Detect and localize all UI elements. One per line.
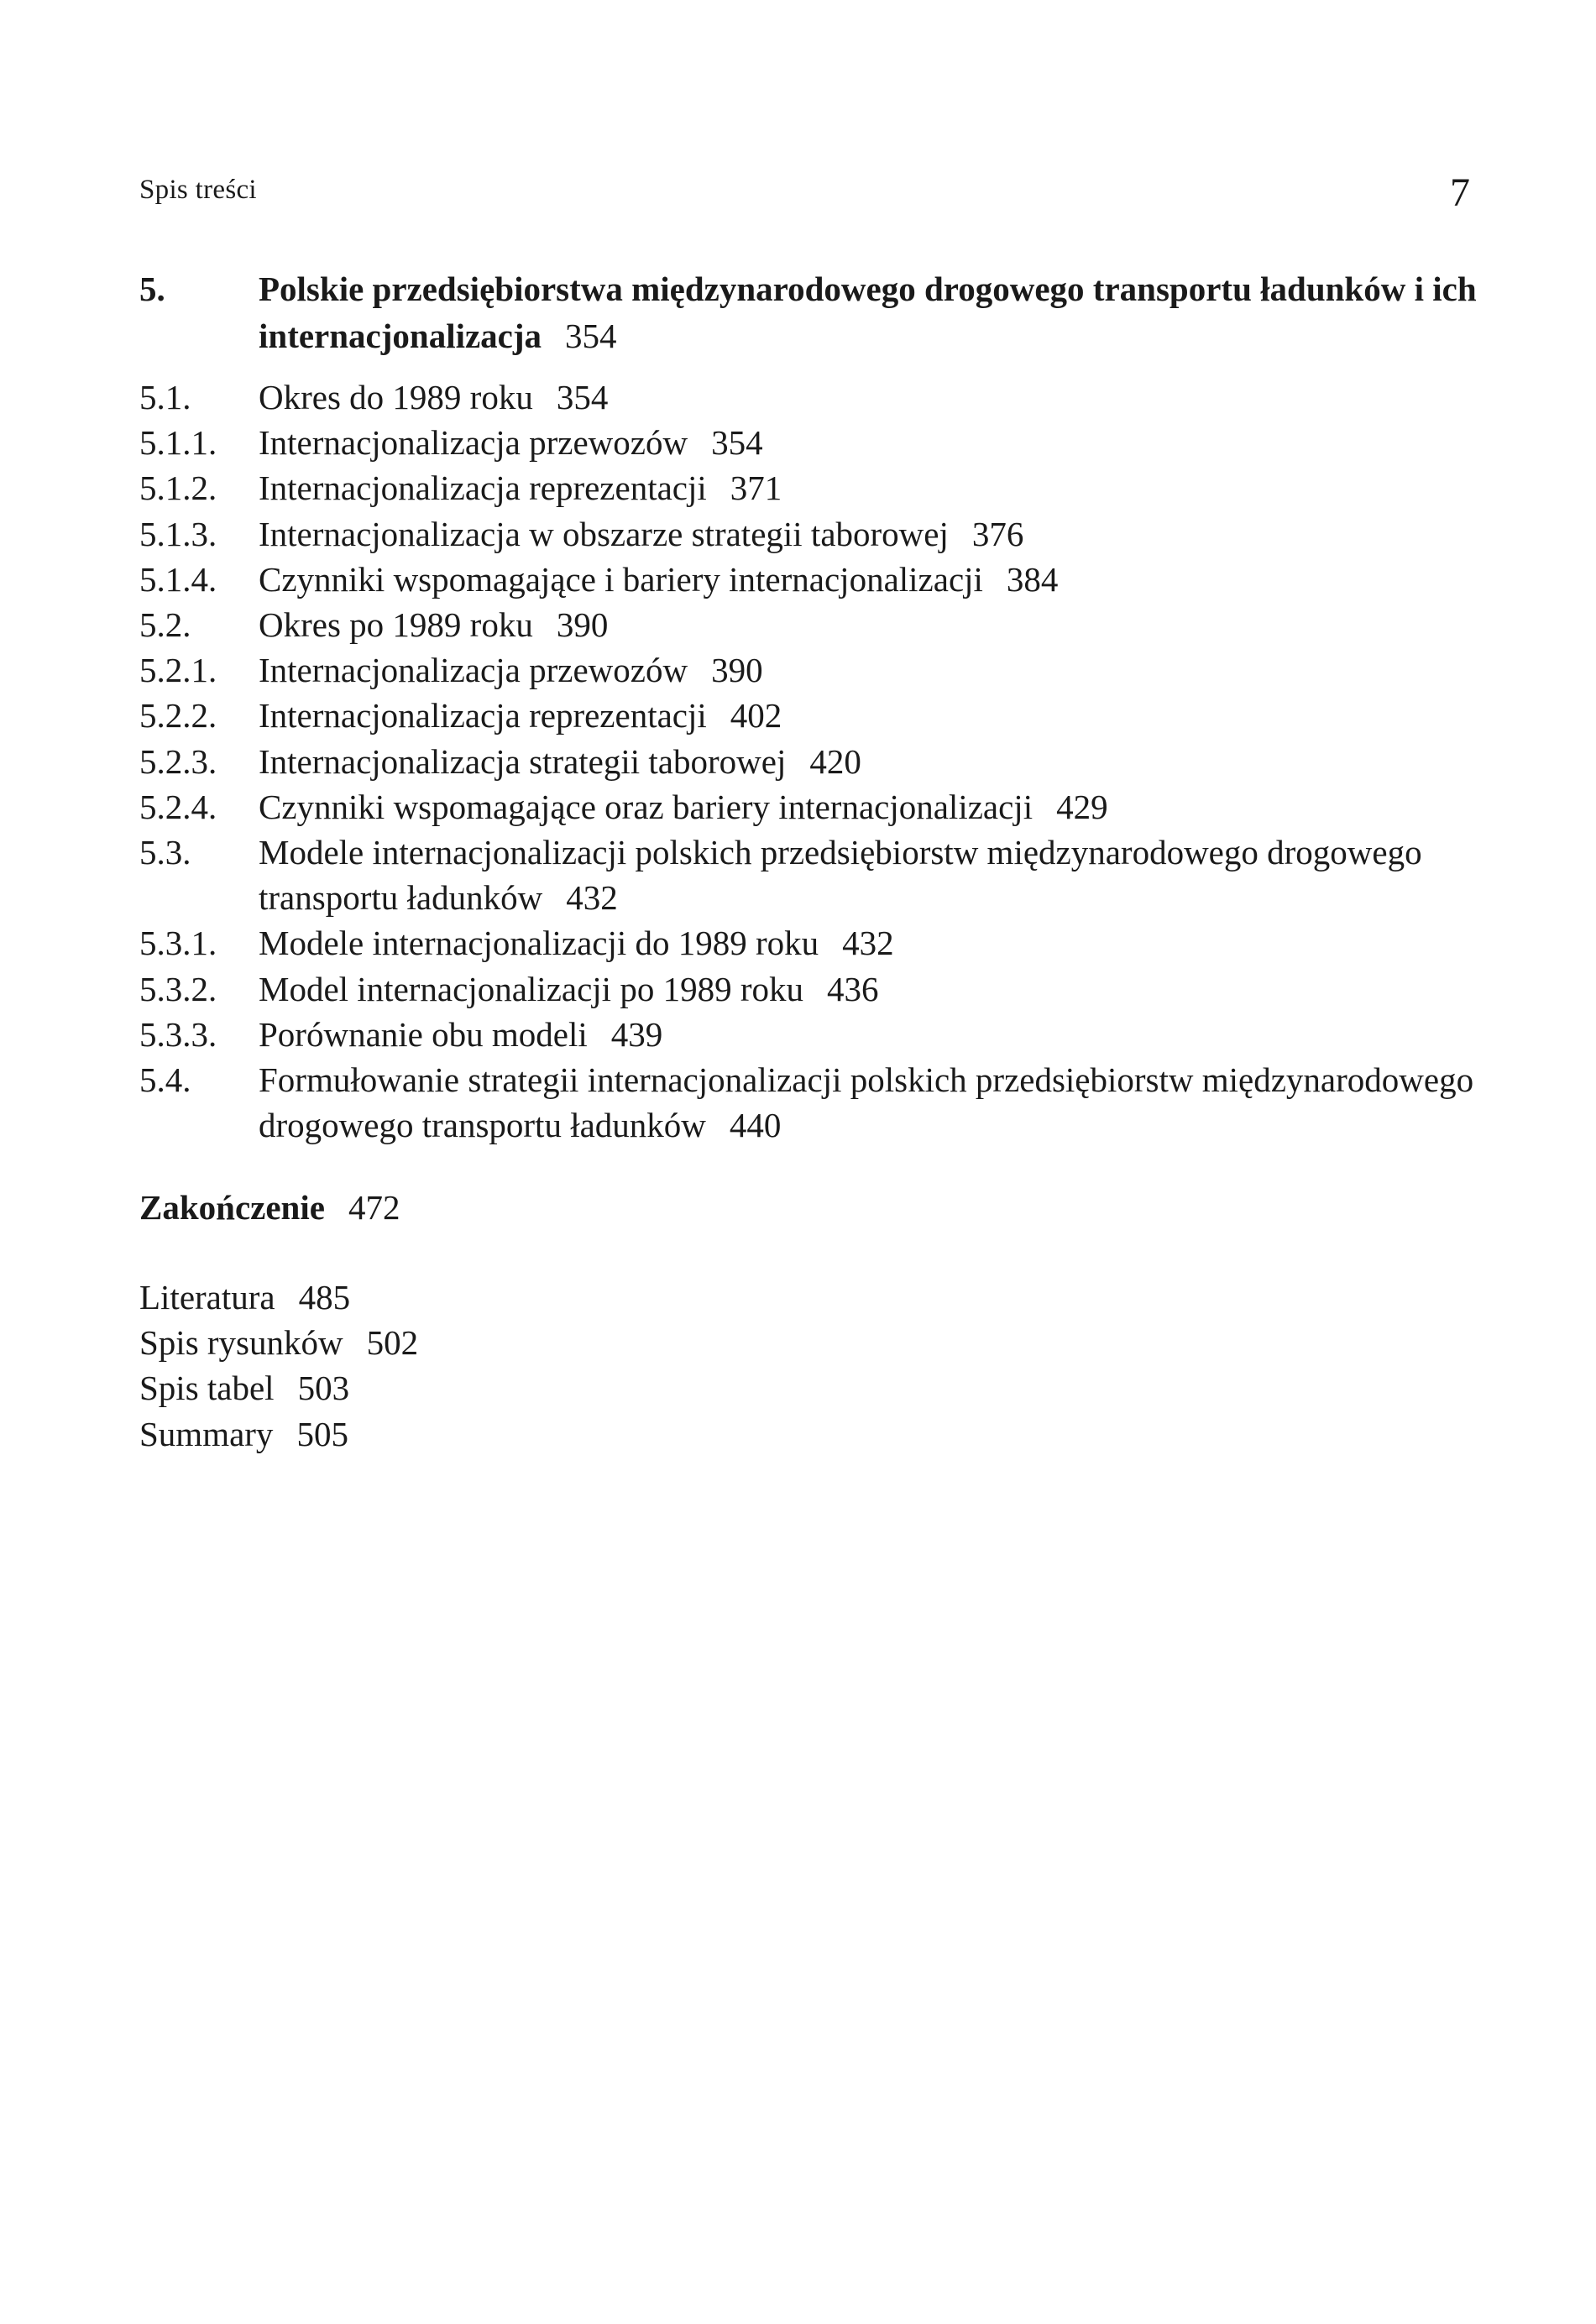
conclusion-entry (139, 1185, 400, 1230)
entry-page: 436 (826, 969, 879, 1008)
entry-title-block (259, 602, 1518, 647)
entry-number: 5.3.3. (139, 1014, 217, 1054)
entry-page: 390 (556, 605, 609, 645)
entry-page: 402 (730, 696, 782, 735)
entry-title-block (259, 920, 1518, 966)
entry-page: 429 (1056, 787, 1108, 826)
entry-page: 440 (729, 1106, 782, 1145)
entry-title: Czynniki wspomagające i bariery internacjonalizacji (259, 559, 983, 599)
backmatter-page: 505 (296, 1414, 348, 1453)
toc-entry (139, 420, 1483, 465)
backmatter-page: 502 (366, 1323, 419, 1363)
toc-entry (139, 647, 1483, 693)
backmatter-list (139, 1275, 418, 1457)
entry-title-block (259, 1057, 1518, 1148)
entry-number: 5.1.2. (139, 468, 217, 508)
chapter-number: 5. (139, 270, 165, 308)
conclusion-title: Zakończenie (139, 1188, 325, 1227)
entry-title-block (259, 557, 1518, 602)
backmatter-entry (139, 1411, 418, 1457)
entry-title: Okres po 1989 roku (259, 605, 533, 645)
entry-page: 354 (711, 423, 763, 463)
entry-title-block (259, 1012, 1518, 1057)
toc-entry (139, 966, 1483, 1012)
backmatter-title: Literatura (139, 1278, 275, 1316)
backmatter-page: 503 (297, 1369, 350, 1408)
entry-title: Formułowanie strategii internacjonalizacji polskich przedsiębiorstw międzynarodowego drogowego transportu ładunków (259, 1060, 1474, 1145)
entry-page: 432 (566, 878, 618, 918)
entry-title: Okres do 1989 roku (259, 378, 533, 416)
entry-title-block (259, 420, 1518, 465)
chapter-title: Polskie przedsiębiorstwa międzynarodowego drogowego transportu ładunków i ich internacjonalizacja (259, 270, 1477, 355)
entry-number: 5.3. (139, 833, 191, 872)
entry-number: 5.1.1. (139, 423, 217, 463)
entry-title-block (259, 647, 1518, 693)
entry-page: 432 (842, 924, 894, 963)
entry-page: 376 (971, 514, 1024, 553)
backmatter-page: 485 (298, 1278, 351, 1316)
entry-number: 5.1.3. (139, 514, 217, 553)
toc-entries (139, 374, 1483, 1148)
backmatter-entry (139, 1365, 418, 1411)
toc-entry (139, 920, 1483, 966)
entry-title: Internacjonalizacja w obszarze strategii taborowej (259, 514, 949, 553)
entry-page: 371 (730, 468, 782, 508)
backmatter-entry (139, 1320, 418, 1365)
toc-entry (139, 557, 1483, 602)
entry-page: 390 (711, 651, 763, 690)
entry-page: 439 (610, 1014, 663, 1054)
toc-entry (139, 1057, 1483, 1148)
entry-title: Model internacjonalizacji po 1989 roku (259, 969, 803, 1008)
entry-number: 5.3.1. (139, 924, 217, 963)
toc-entry (139, 465, 1483, 510)
toc-entry (139, 693, 1483, 738)
entry-title: Internacjonalizacja reprezentacji (259, 696, 707, 735)
entry-title-block (259, 966, 1518, 1012)
backmatter-entry (139, 1275, 418, 1320)
toc-entry (139, 830, 1483, 920)
entry-title-block (259, 739, 1518, 784)
conclusion-page: 472 (348, 1188, 400, 1227)
backmatter-title: Spis tabel (139, 1369, 275, 1408)
entry-title: Internacjonalizacja reprezentacji (259, 468, 707, 508)
backmatter-title: Spis rysunków (139, 1323, 343, 1363)
entry-title: Internacjonalizacja strategii taborowej (259, 741, 787, 781)
entry-page: 420 (809, 741, 861, 781)
toc-entry (139, 602, 1483, 647)
entry-number: 5.2.1. (139, 651, 217, 690)
entry-number: 5.2. (139, 605, 191, 645)
entry-page: 354 (556, 378, 609, 416)
running-title: Spis treści (139, 175, 257, 205)
chapter-page: 354 (565, 317, 617, 355)
entry-title-block (259, 693, 1518, 738)
toc-entry (139, 739, 1483, 784)
entry-title: Porównanie obu modeli (259, 1014, 588, 1054)
entry-number: 5.2.2. (139, 696, 217, 735)
entry-title-block (259, 830, 1518, 920)
entry-title-block (259, 511, 1518, 557)
toc-entry (139, 784, 1483, 830)
entry-number: 5.4. (139, 1060, 191, 1100)
entry-number: 5.3.2. (139, 969, 217, 1008)
chapter-title-block (259, 265, 1518, 359)
page-number: 7 (1450, 170, 1470, 215)
entry-number: 5.1. (139, 378, 191, 416)
toc-entry (139, 374, 1483, 420)
entry-title: Internacjonalizacja przewozów (259, 423, 688, 463)
entry-number: 5.2.3. (139, 741, 217, 781)
entry-title-block (259, 784, 1518, 830)
entry-title-block (259, 465, 1518, 510)
entry-title: Modele internacjonalizacji do 1989 roku (259, 924, 819, 963)
toc-entry (139, 1012, 1483, 1057)
entry-number: 5.1.4. (139, 559, 217, 599)
entry-page: 384 (1006, 559, 1059, 599)
backmatter-title: Summary (139, 1414, 274, 1453)
entry-title-block (259, 374, 1518, 420)
entry-title: Modele internacjonalizacji polskich przedsiębiorstw międzynarodowego drogowego transportu ładunków (259, 833, 1422, 918)
entry-number: 5.2.4. (139, 787, 217, 826)
toc-entry (139, 511, 1483, 557)
entry-title: Czynniki wspomagające oraz bariery internacjonalizacji (259, 787, 1033, 826)
entry-title: Internacjonalizacja przewozów (259, 651, 688, 690)
